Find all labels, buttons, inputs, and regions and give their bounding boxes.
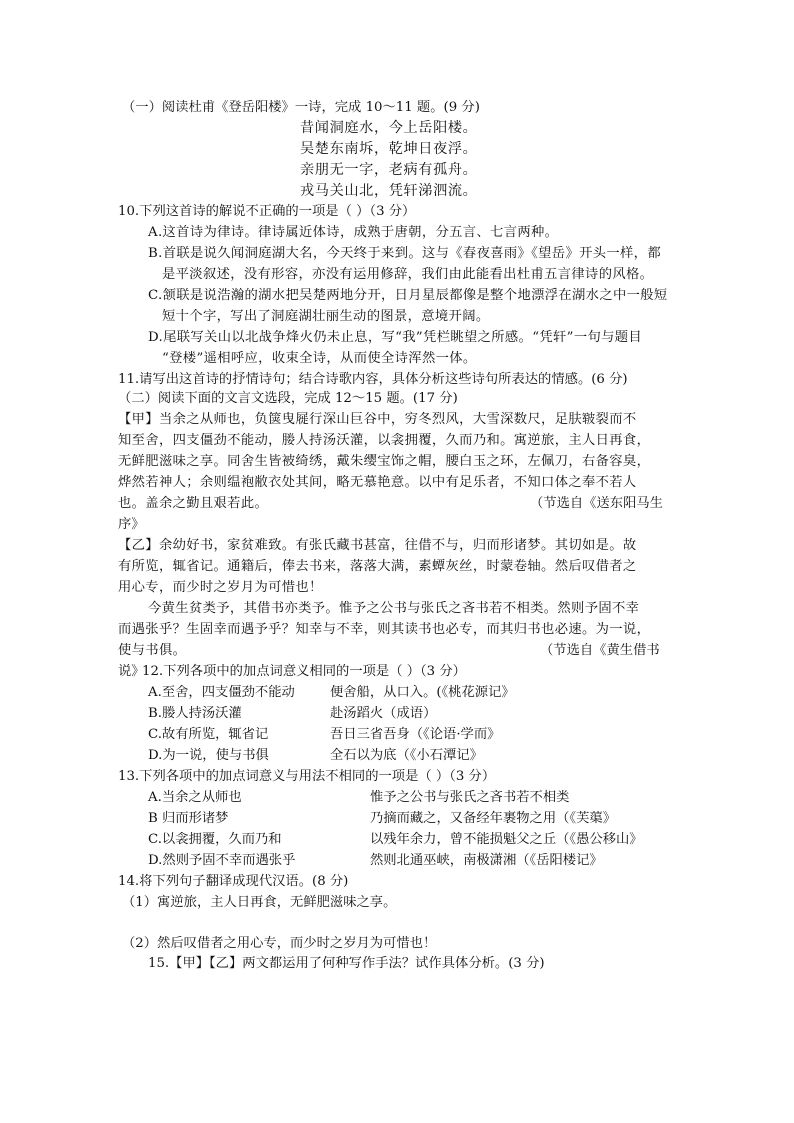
q12-option-d-left: D.为一说，使与书俱: [148, 748, 269, 763]
q13-stem: 13.下列各项中的加点词意义与用法不相同的一项是（ ）（3 分）: [118, 769, 496, 784]
q14-sentence-1: （1）寓逆旅，主人日再食，无鲜肥滋味之享。: [122, 895, 397, 910]
jia-line-5: 也。盖余之勤且艰若此。: [118, 496, 269, 511]
q10-option-d-line1: D.尾联写关山以北战争烽火仍未止息，写“我”凭栏眺望之所感。“凭轩”一句与题目: [148, 330, 643, 345]
yi-source-cont: 说》: [118, 664, 145, 679]
q11-stem: 11.请写出这首诗的抒情诗句；结合诗歌内容，具体分析这些诗句所表达的情感。(6 分): [118, 372, 628, 387]
jia-source: （节选自《送东阳马生: [530, 496, 663, 511]
yi2-line-2: 而遇张乎？生固幸而遇予乎？知幸与不幸，则其读书也必专，而其归书也必速。为一说，: [118, 622, 651, 637]
poem-line-4: 戎马关山北，凭轩涕泗流。: [300, 183, 478, 199]
yi-line-1: 【乙】余幼好书，家贫难致。有张氏藏书甚富，往借不与，归而形诸梦。其切如是。故: [118, 538, 637, 553]
q10-stem: 10.下列这首诗的解说不正确的一项是（ ）（3 分）: [118, 204, 416, 219]
q10-option-d-line2: “登楼”遥相呼应，收束全诗，从而使全诗浑然一体。: [162, 351, 477, 366]
q10-option-a: A.这首诗为律诗。律诗属近体诗，成熟于唐朝，分五言、七言两种。: [148, 225, 559, 240]
part1-intro: （一）阅读杜甫《登岳阳楼》一诗，完成 10～11 题。(9 分): [122, 100, 480, 115]
jia-line-4: 烨然若神人；余则缊袍敝衣处其间，略无慕艳意。以中有足乐者，不知口体之奉不若人: [118, 475, 637, 490]
yi-source: （节选自《黄生借书: [540, 643, 660, 658]
q12-option-c-left: C.故有所览，辄省记: [148, 727, 269, 742]
q14-sentence-2: （2）然后叹借者之用心专，而少时之岁月为可惜也！: [122, 936, 437, 951]
jia-line-1: 【甲】当余之从师也，负箧曳屣行深山巨谷中，穷冬烈风，大雪深数尺，足肤皲裂而不: [118, 412, 637, 427]
yi-line-2: 有所览，辄省记。通籍后，俸去书来，落落大满，素蟫灰丝，时蒙卷轴。然后叹借者之: [118, 559, 637, 574]
yi-line-3: 用心专，而少时之岁月为可惜也！: [118, 580, 323, 595]
poem-line-1: 昔闻洞庭水，今上岳阳楼。: [300, 120, 478, 136]
q12-option-d-right: 全石以为底（《小石潭记》: [330, 748, 483, 763]
jia-source-cont: 序》: [118, 517, 145, 532]
q13-option-d-right: 然则北通巫峡，南极潇湘（《岳阳楼记》: [370, 853, 603, 868]
q12-stem: 12.下列各项中的加点词意义相同的一项是（ ）（3 分）: [142, 664, 466, 679]
q13-option-c-right: 以残年余力，曾不能损魁父之丘（《愚公移山》: [370, 832, 643, 847]
q12-option-a-right: 便舍船，从口入。(《桃花源记》: [330, 685, 515, 700]
q13-option-a-right: 惟予之公书与张氏之吝书若不相类: [370, 790, 570, 805]
yi2-line-3: 使与书俱。: [118, 643, 187, 658]
q10-option-c-line1: C.颔联是说浩瀚的湖水把吴楚两地分开，日月星辰都像是整个地漂浮在湖水之中一般短: [148, 288, 668, 303]
q12-option-b-right: 赴汤蹈火（成语）: [330, 706, 437, 721]
part2-intro: （二）阅读下面的文言文选段，完成 12～15 题。(17 分): [118, 391, 458, 406]
q13-option-c-left: C.以衾拥覆，久而乃和: [148, 832, 282, 847]
q13-option-d-left: D.然则予固不幸而遇张乎: [148, 853, 296, 868]
jia-line-3: 无鲜肥滋味之享。同舍生皆被绮绣，戴朱缨宝饰之帽，腰白玉之环，左佩刀，右备容臭，: [118, 454, 651, 469]
q12-option-b-left: B.媵人持汤沃灌: [148, 706, 242, 721]
q13-option-b-left: B 归而形诸梦: [148, 811, 229, 826]
q12-option-a-left: A.至舍，四支僵劲不能动: [148, 685, 295, 700]
q10-option-b-line2: 是平淡叙述，没有形容，亦没有运用修辞，我们由此能看出杜甫五言律诗的风格。: [162, 267, 654, 282]
q10-option-c-line2: 短十个字，写出了洞庭湖壮丽生动的图景，意境开阔。: [162, 309, 490, 324]
q15-stem: 15.【甲】【乙】两文都运用了何种写作手法？试作具体分析。(3 分): [148, 956, 545, 971]
yi2-line-1: 今黄生贫类予，其借书亦类予。惟予之公书与张氏之吝书若不相类。然则予固不幸: [148, 601, 640, 616]
poem-line-2: 吴楚东南坼，乾坤日夜浮。: [300, 141, 478, 157]
q14-stem: 14.将下列句子翻译成现代汉语。(8 分): [118, 874, 349, 889]
poem-line-3: 亲朋无一字，老病有孤舟。: [300, 162, 478, 178]
q13-option-a-left: A.当余之从师也: [148, 790, 242, 805]
q12-option-c-right: 吾日三省吾身（《论语·学而》: [330, 727, 501, 742]
q13-option-b-right: 乃摘而藏之，又备经年裹物之用（《芙蕖》: [370, 811, 616, 826]
q10-option-b-line1: B.首联是说久闻洞庭湖大名，今天终于来到。这与《春夜喜雨》《望岳》开头一样，都: [148, 246, 661, 261]
jia-line-2: 知至舍，四支僵劲不能动，媵人持汤沃灌，以衾拥覆，久而乃和。寓逆旅，主人日再食，: [118, 433, 651, 448]
